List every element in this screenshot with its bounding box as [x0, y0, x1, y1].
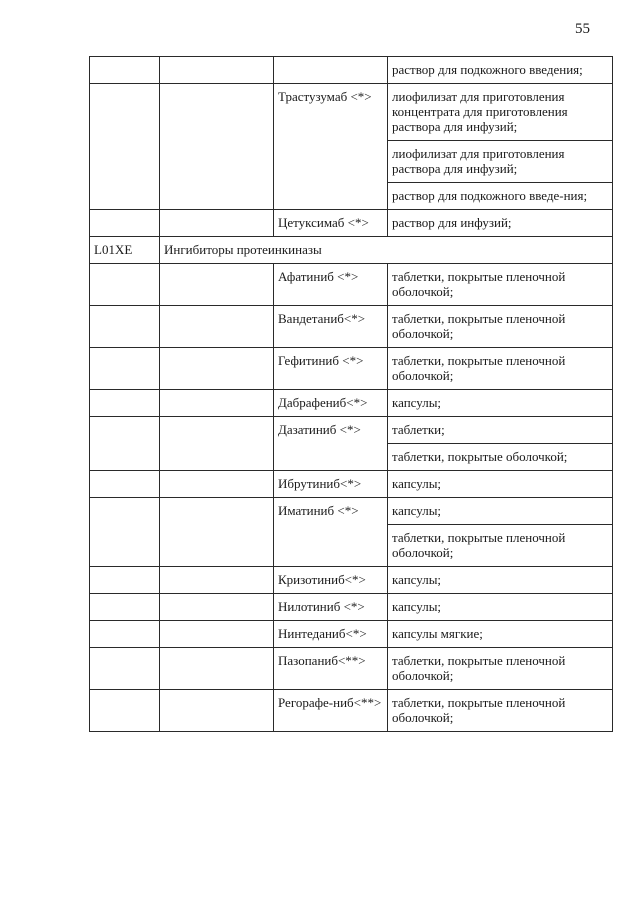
group-cell [160, 594, 274, 621]
table-row [90, 648, 613, 690]
drug-name: Кризотиниб<*> [278, 572, 366, 587]
drug-name: Трастузумаб <*> [278, 89, 372, 104]
table-row [90, 306, 613, 348]
drug-name: Дабрафениб<*> [278, 395, 368, 410]
drug-name: Ибрутиниб<*> [278, 476, 362, 491]
dosage-form: таблетки; [392, 422, 445, 437]
code-cell [90, 57, 160, 84]
drug-name: Гефитиниб <*> [278, 353, 364, 368]
drug-name-cell [274, 84, 388, 210]
dosage-form: раствор для подкожного введе-ния; [392, 188, 588, 203]
dosage-form-cell [388, 210, 613, 237]
dosage-form-cell [388, 471, 613, 498]
drug-name-cell [274, 417, 388, 471]
code-cell [90, 210, 160, 237]
drug-name-cell [274, 306, 388, 348]
drug-name-cell [274, 471, 388, 498]
drug-name: Вандетаниб<*> [278, 311, 366, 326]
group-cell [160, 621, 274, 648]
dosage-form-cell [388, 648, 613, 690]
dosage-form-cell [388, 690, 613, 732]
code-cell [90, 498, 160, 567]
drug-name-cell [274, 390, 388, 417]
atc-group-name-cell [160, 237, 613, 264]
code-cell [90, 390, 160, 417]
dosage-form: капсулы; [392, 599, 442, 614]
table-row [90, 348, 613, 390]
code-cell [90, 264, 160, 306]
dosage-form: капсулы мягкие; [392, 626, 483, 641]
dosage-form-cell [388, 498, 613, 525]
drug-name-cell [274, 594, 388, 621]
dosage-form-cell [388, 84, 613, 141]
group-cell [160, 306, 274, 348]
table-row [90, 594, 613, 621]
group-cell [160, 498, 274, 567]
dosage-form: таблетки, покрытые пленочной оболочкой; [392, 530, 566, 560]
code-cell [90, 417, 160, 471]
page-number: 55 [575, 21, 590, 37]
group-cell [160, 471, 274, 498]
dosage-form: капсулы; [392, 395, 442, 410]
dosage-form-cell [388, 417, 613, 444]
code-cell [90, 84, 160, 210]
dosage-form-cell [388, 57, 613, 84]
atc-group-name: Ингибиторы протеинкиназы [164, 242, 322, 257]
atc-code-cell [90, 237, 160, 264]
dosage-form-cell [388, 525, 613, 567]
code-cell [90, 621, 160, 648]
dosage-form: таблетки, покрытые пленочной оболочкой; [392, 311, 566, 341]
drug-name-cell [274, 498, 388, 567]
dosage-form: капсулы; [392, 476, 442, 491]
table-row [90, 390, 613, 417]
drug-name: Нинтеданиб<*> [278, 626, 367, 641]
code-cell [90, 690, 160, 732]
group-cell [160, 690, 274, 732]
dosage-form-cell [388, 390, 613, 417]
table-section-group-header [90, 237, 613, 264]
group-cell [160, 84, 274, 210]
dosage-form-cell [388, 348, 613, 390]
table-row [90, 567, 613, 594]
dosage-form: капсулы; [392, 503, 442, 518]
drug-name-cell [274, 210, 388, 237]
code-cell [90, 594, 160, 621]
group-cell [160, 348, 274, 390]
drug-name: Афатиниб <*> [278, 269, 359, 284]
table-section-continued [90, 57, 613, 237]
group-cell [160, 264, 274, 306]
table-row [90, 621, 613, 648]
group-cell [160, 57, 274, 84]
group-cell [160, 417, 274, 471]
code-cell [90, 348, 160, 390]
code-cell [90, 471, 160, 498]
drug-name-cell [274, 690, 388, 732]
dosage-form-cell [388, 183, 613, 210]
dosage-form-cell [388, 264, 613, 306]
drug-name-cell [274, 348, 388, 390]
drug-name-cell [274, 621, 388, 648]
table-row [90, 471, 613, 498]
group-cell [160, 648, 274, 690]
group-cell [160, 210, 274, 237]
dosage-form: лиофилизат для приготовления концентрата для приготовления раствора для инфузий; [392, 89, 568, 134]
dosage-form-cell [388, 141, 613, 183]
dosage-form: раствор для подкожного введения; [392, 62, 583, 77]
table-row [90, 690, 613, 732]
drug-name-cell [274, 57, 388, 84]
drug-name: Дазатиниб <*> [278, 422, 361, 437]
dosage-form-cell [388, 594, 613, 621]
table-row [90, 498, 613, 525]
drug-name: Пазопаниб<**> [278, 653, 366, 668]
drug-name: Иматиниб <*> [278, 503, 359, 518]
dosage-form-cell [388, 444, 613, 471]
group-cell [160, 567, 274, 594]
drug-name-cell [274, 567, 388, 594]
dosage-form: таблетки, покрытые пленочной оболочкой; [392, 695, 566, 725]
table-row [90, 57, 613, 84]
dosage-form: таблетки, покрытые пленочной оболочкой; [392, 269, 566, 299]
code-cell [90, 306, 160, 348]
code-cell [90, 567, 160, 594]
dosage-form-cell [388, 621, 613, 648]
group-row [90, 237, 613, 264]
table-row [90, 210, 613, 237]
drug-name: Нилотиниб <*> [278, 599, 365, 614]
dosage-form: таблетки, покрытые пленочной оболочкой; [392, 653, 566, 683]
dosage-form-cell [388, 306, 613, 348]
drug-name-cell [274, 648, 388, 690]
dosage-form-cell [388, 567, 613, 594]
atc-code: L01XE [94, 242, 133, 257]
dosage-form: лиофилизат для приготовления раствора для инфузий; [392, 146, 565, 176]
table-section-group-drugs [90, 264, 613, 732]
table-row [90, 84, 613, 141]
code-cell [90, 648, 160, 690]
group-cell [160, 390, 274, 417]
dosage-form: раствор для инфузий; [392, 215, 512, 230]
drug-name: Регорафе-ниб<**> [278, 695, 382, 710]
drug-name: Цетуксимаб <*> [278, 215, 369, 230]
table-row [90, 417, 613, 444]
dosage-form: таблетки, покрытые оболочкой; [392, 449, 568, 464]
dosage-form: таблетки, покрытые пленочной оболочкой; [392, 353, 566, 383]
dosage-form: капсулы; [392, 572, 442, 587]
drug-name-cell [274, 264, 388, 306]
drug-table [89, 56, 613, 732]
table-row [90, 264, 613, 306]
